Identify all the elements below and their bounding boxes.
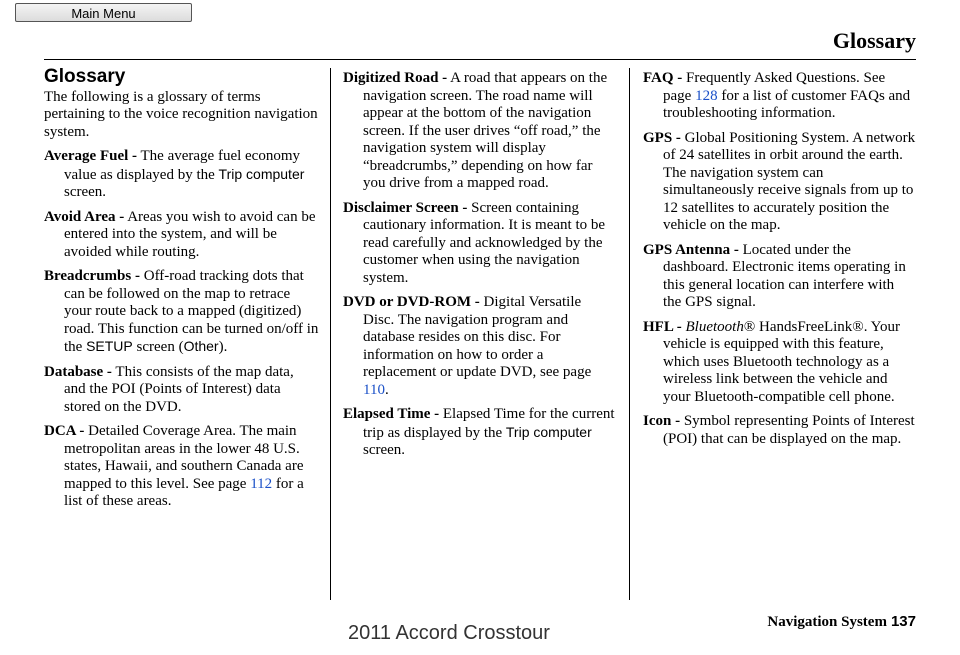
section-title: Glossary — [44, 66, 126, 87]
glossary-entry-dca: DCA - Detailed Coverage Area. The main metropolitan areas in the lower 48 U.S. states, Hawaii, and southern Canada are mapped to this level. See page 112 for a list of these areas. — [44, 423, 304, 509]
column-2 — [343, 70, 616, 467]
glossary-entry-gps-antenna: GPS Antenna - Located under the dashboard. Electronic items operating in this general location can interfere with the GPS signal. — [643, 241, 906, 310]
glossary-entry-breadcrumbs: Breadcrumbs - Off-road tracking dots that can be followed on the map to retrace your route back to a mapped (digitized) road. This function can be turned on/off in the SETUP screen (Other). — [44, 268, 319, 355]
glossary-entry-gps: GPS - Global Positioning System. A network of 24 satellites in orbit around the earth. The navigation system can simultaneously receive signals from up to 12 satellites to accurately position the vehicle on the map. — [643, 129, 916, 233]
glossary-entry-faq: FAQ - Frequently Asked Questions. See page 128 for a list of customer FAQs and troubleshooting information. — [643, 70, 911, 121]
glossary-entry-elapsed-time: Elapsed Time - Elapsed Time for the current trip as displayed by the Trip computer screen. — [343, 406, 615, 458]
glossary-entry-digitized-road: Digitized Road - A road that appears on the navigation screen. The road name will appear at the bottom of the navigation screen. If the user drives “off road,” the navigation system will display “breadcrumbs,” depending on how far you drive from a mapped road. — [343, 70, 608, 191]
glossary-entry-hfl: HFL - Bluetooth® HandsFreeLink®. Your vehicle is equipped with this feature, which uses Bluetooth technology as a wireless link between the vehicle and your Bluetooth-compatible cell phone. — [643, 318, 900, 405]
page-title: Glossary — [832, 28, 916, 53]
page-link-112[interactable]: 112 — [250, 475, 273, 492]
main-menu-button[interactable]: Main Menu — [15, 3, 192, 22]
column-3 — [643, 70, 916, 455]
glossary-entry-disclaimer-screen: Disclaimer Screen - Screen containing cautionary information. It is meant to be read carefully and acknowledged by the customer when using the navigation system. — [343, 199, 606, 286]
column-1 — [44, 68, 319, 518]
watermark: 2011 Accord Crosstour — [348, 622, 550, 644]
footer-label: Navigation System — [767, 614, 887, 630]
column-divider — [330, 68, 331, 600]
page-number: 137 — [890, 613, 916, 630]
glossary-entry-average-fuel: Average Fuel - The average fuel economy value as displayed by the Trip computer screen. — [44, 148, 305, 200]
column-divider — [629, 68, 630, 600]
intro-text: The following is a glossary of terms pertaining to the voice recognition navigation system. — [44, 88, 318, 140]
page-footer — [767, 613, 916, 631]
page-link-110[interactable]: 110 — [363, 381, 385, 398]
page-link-128[interactable]: 128 — [695, 87, 718, 104]
header-rule — [44, 59, 916, 60]
glossary-entry-icon: Icon - Symbol representing Points of Interest (POI) that can be displayed on the map. — [643, 413, 915, 447]
glossary-entry-avoid-area: Avoid Area - Areas you wish to avoid can be entered into the system, and will be avoided while routing. — [44, 208, 316, 260]
glossary-entry-dvd: DVD or DVD-ROM - Digital Versatile Disc. The navigation program and database resides on this disc. For information on how to order a replacement or update DVD, see page 110. — [343, 294, 592, 398]
glossary-entry-database: Database - This consists of the map data, and the POI (Points of Interest) data stored on the DVD. — [44, 363, 294, 415]
